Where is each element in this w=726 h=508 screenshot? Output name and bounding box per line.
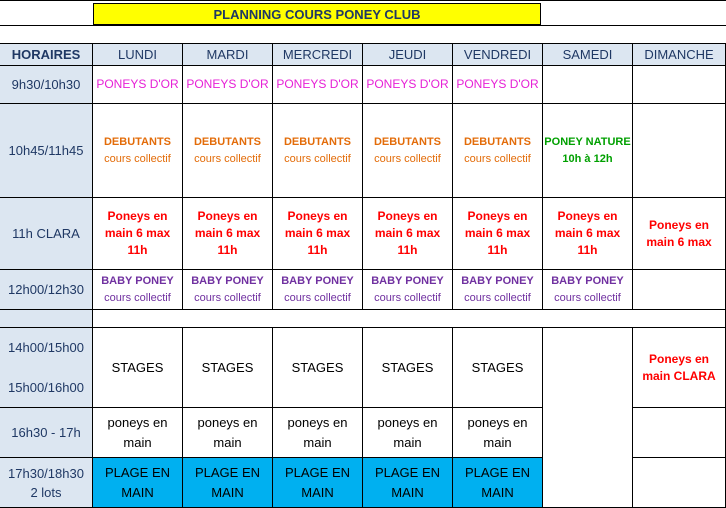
slot-baby-poney [93, 270, 183, 310]
slot-baby-poney [273, 270, 363, 310]
slot-poney-nature-time: 10h à 12h [562, 152, 613, 165]
slot-debutants-sub: cours collectif [284, 152, 351, 165]
slot-debutants-title: DEBUTANTS [463, 135, 531, 148]
time-row-6: 16h30 - 17h [0, 408, 93, 458]
slot-line-1: PLAGE EN [194, 464, 261, 480]
spacer-row [0, 26, 726, 44]
slot-debutants [183, 104, 273, 198]
time-row-5 [0, 328, 93, 408]
slot-plage-en-main [273, 458, 363, 508]
header-day-vendredi: VENDREDI [453, 44, 543, 66]
slot-debutants-sub: cours collectif [194, 152, 261, 165]
slot-line-1: poneys en [197, 414, 258, 430]
slot-line-2: MAIN [481, 484, 514, 500]
slot-line-1: poneys en [287, 414, 348, 430]
slot-empty [633, 458, 726, 508]
title-row [0, 0, 726, 26]
slot-line-1: Poneys en [377, 209, 438, 223]
slot-line-2: main [483, 434, 512, 450]
page-title: PLANNING COURS PONEY CLUB [93, 3, 541, 25]
slot-debutants [453, 104, 543, 198]
slot-line-3: 11h [217, 243, 238, 257]
slot-line-2: main CLARA [642, 368, 716, 383]
slot-stages: STAGES [453, 328, 543, 408]
slot-debutants [93, 104, 183, 198]
slot-line-1: PLAGE EN [284, 464, 351, 480]
slot-debutants-title: DEBUTANTS [373, 135, 441, 148]
slot-poneys-en-main [363, 198, 453, 270]
slot-poneys-en-main [93, 198, 183, 270]
header-day-lundi: LUNDI [93, 44, 183, 66]
slot-poneys-dor: PONEYS D'OR [363, 66, 453, 104]
time-row-2: 10h45/11h45 [0, 104, 93, 198]
slot-baby-poney [363, 270, 453, 310]
slot-poneys-en-main [273, 198, 363, 270]
slot-line-1: poneys en [467, 414, 528, 430]
slot-line-2: main 6 max [554, 226, 621, 240]
slot-line-2: main 6 max [284, 226, 351, 240]
slot-empty [633, 270, 726, 310]
slot-line-2: MAIN [211, 484, 244, 500]
slot-line-1: Poneys en [648, 351, 710, 366]
slot-baby-poney-sub: cours collectif [554, 291, 621, 304]
slot-baby-poney-sub: cours collectif [104, 291, 171, 304]
time-row-4: 12h00/12h30 [0, 270, 93, 310]
slot-line-2: MAIN [121, 484, 154, 500]
slot-line-1: PLAGE EN [104, 464, 171, 480]
slot-poneys-dor: PONEYS D'OR [453, 66, 543, 104]
slot-poneys-en-main-dimanche [633, 198, 726, 270]
slot-line-3: 11h [127, 243, 148, 257]
slot-line-1: Poneys en [107, 209, 168, 223]
slot-line-2: main [303, 434, 332, 450]
slot-line-2: main [393, 434, 422, 450]
slot-empty [543, 66, 633, 104]
slot-line-2: main 6 max [374, 226, 441, 240]
slot-line-1: Poneys en [467, 209, 528, 223]
slot-poneys-en-main-lc [363, 408, 453, 458]
slot-plage-en-main [183, 458, 273, 508]
slot-poney-nature [543, 104, 633, 198]
slot-debutants-sub: cours collectif [464, 152, 531, 165]
slot-debutants-sub: cours collectif [104, 152, 171, 165]
time-row-7b: 2 lots [30, 484, 62, 500]
slot-poneys-en-main [453, 198, 543, 270]
slot-poneys-en-main-lc [93, 408, 183, 458]
slot-baby-poney-title: BABY PONEY [101, 274, 174, 287]
time-row-5b: 15h00/16h00 [8, 379, 84, 395]
slot-line-2: main 6 max [194, 226, 261, 240]
header-day-mardi: MARDI [183, 44, 273, 66]
slot-plage-en-main [453, 458, 543, 508]
slot-line-1: poneys en [377, 414, 438, 430]
slot-debutants-title: DEBUTANTS [103, 135, 171, 148]
slot-poneys-dor: PONEYS D'OR [183, 66, 273, 104]
slot-poneys-en-main-clara [633, 328, 726, 408]
slot-debutants [363, 104, 453, 198]
slot-empty [633, 66, 726, 104]
slot-poneys-dor: PONEYS D'OR [93, 66, 183, 104]
header-day-jeudi: JEUDI [363, 44, 453, 66]
slot-stages: STAGES [273, 328, 363, 408]
slot-poney-nature-title: PONEY NATURE [544, 135, 631, 148]
slot-poneys-en-main [183, 198, 273, 270]
slot-poneys-dor: PONEYS D'OR [273, 66, 363, 104]
slot-line-3: 11h [577, 243, 598, 257]
slot-line-1: PLAGE EN [464, 464, 531, 480]
slot-poneys-en-main [543, 198, 633, 270]
slot-baby-poney-sub: cours collectif [464, 291, 531, 304]
slot-debutants-sub: cours collectif [374, 152, 441, 165]
slot-debutants-title: DEBUTANTS [193, 135, 261, 148]
slot-stages: STAGES [93, 328, 183, 408]
slot-baby-poney [453, 270, 543, 310]
slot-poneys-en-main-lc [183, 408, 273, 458]
header-day-mercredi: MERCREDI [273, 44, 363, 66]
header-horaires: HORAIRES [0, 44, 93, 66]
slot-debutants-title: DEBUTANTS [283, 135, 351, 148]
slot-empty-samedi [543, 328, 633, 508]
slot-baby-poney-sub: cours collectif [194, 291, 261, 304]
time-row-7a: 17h30/18h30 [8, 465, 84, 481]
slot-poneys-en-main-lc [453, 408, 543, 458]
header-day-dimanche: DIMANCHE [633, 44, 726, 66]
slot-line-1: Poneys en [197, 209, 258, 223]
slot-line-2: main [123, 434, 152, 450]
slot-line-1: PLAGE EN [374, 464, 441, 480]
slot-line-1: Poneys en [648, 217, 710, 232]
slot-line-2: main [213, 434, 242, 450]
slot-baby-poney-title: BABY PONEY [281, 274, 354, 287]
spacer-time [0, 310, 93, 328]
slot-line-3: 11h [487, 243, 508, 257]
slot-plage-en-main [93, 458, 183, 508]
slot-line-1: Poneys en [557, 209, 618, 223]
slot-stages: STAGES [183, 328, 273, 408]
slot-empty [633, 104, 726, 198]
slot-baby-poney-title: BABY PONEY [461, 274, 534, 287]
slot-line-2: main 6 max [464, 226, 531, 240]
slot-line-2: MAIN [301, 484, 334, 500]
slot-poneys-en-main-lc [273, 408, 363, 458]
time-row-3: 11h CLARA [0, 198, 93, 270]
time-row-7 [0, 458, 93, 508]
slot-line-3: 11h [307, 243, 328, 257]
time-row-5a: 14h00/15h00 [8, 340, 84, 356]
slot-baby-poney [183, 270, 273, 310]
slot-stages: STAGES [363, 328, 453, 408]
slot-baby-poney-sub: cours collectif [284, 291, 351, 304]
spacer-row [93, 310, 726, 328]
slot-line-1: poneys en [107, 414, 168, 430]
slot-baby-poney-title: BABY PONEY [371, 274, 444, 287]
slot-line-2: MAIN [391, 484, 424, 500]
slot-line-2: main 6 max [104, 226, 171, 240]
slot-baby-poney-title: BABY PONEY [551, 274, 624, 287]
slot-baby-poney-sub: cours collectif [374, 291, 441, 304]
header-day-samedi: SAMEDI [543, 44, 633, 66]
time-row-1: 9h30/10h30 [0, 66, 93, 104]
slot-debutants [273, 104, 363, 198]
slot-line-3: 11h [397, 243, 418, 257]
slot-plage-en-main [363, 458, 453, 508]
slot-empty [633, 408, 726, 458]
slot-line-2: main 6 max [646, 234, 712, 249]
slot-line-1: Poneys en [287, 209, 348, 223]
slot-baby-poney-title: BABY PONEY [191, 274, 264, 287]
slot-baby-poney [543, 270, 633, 310]
